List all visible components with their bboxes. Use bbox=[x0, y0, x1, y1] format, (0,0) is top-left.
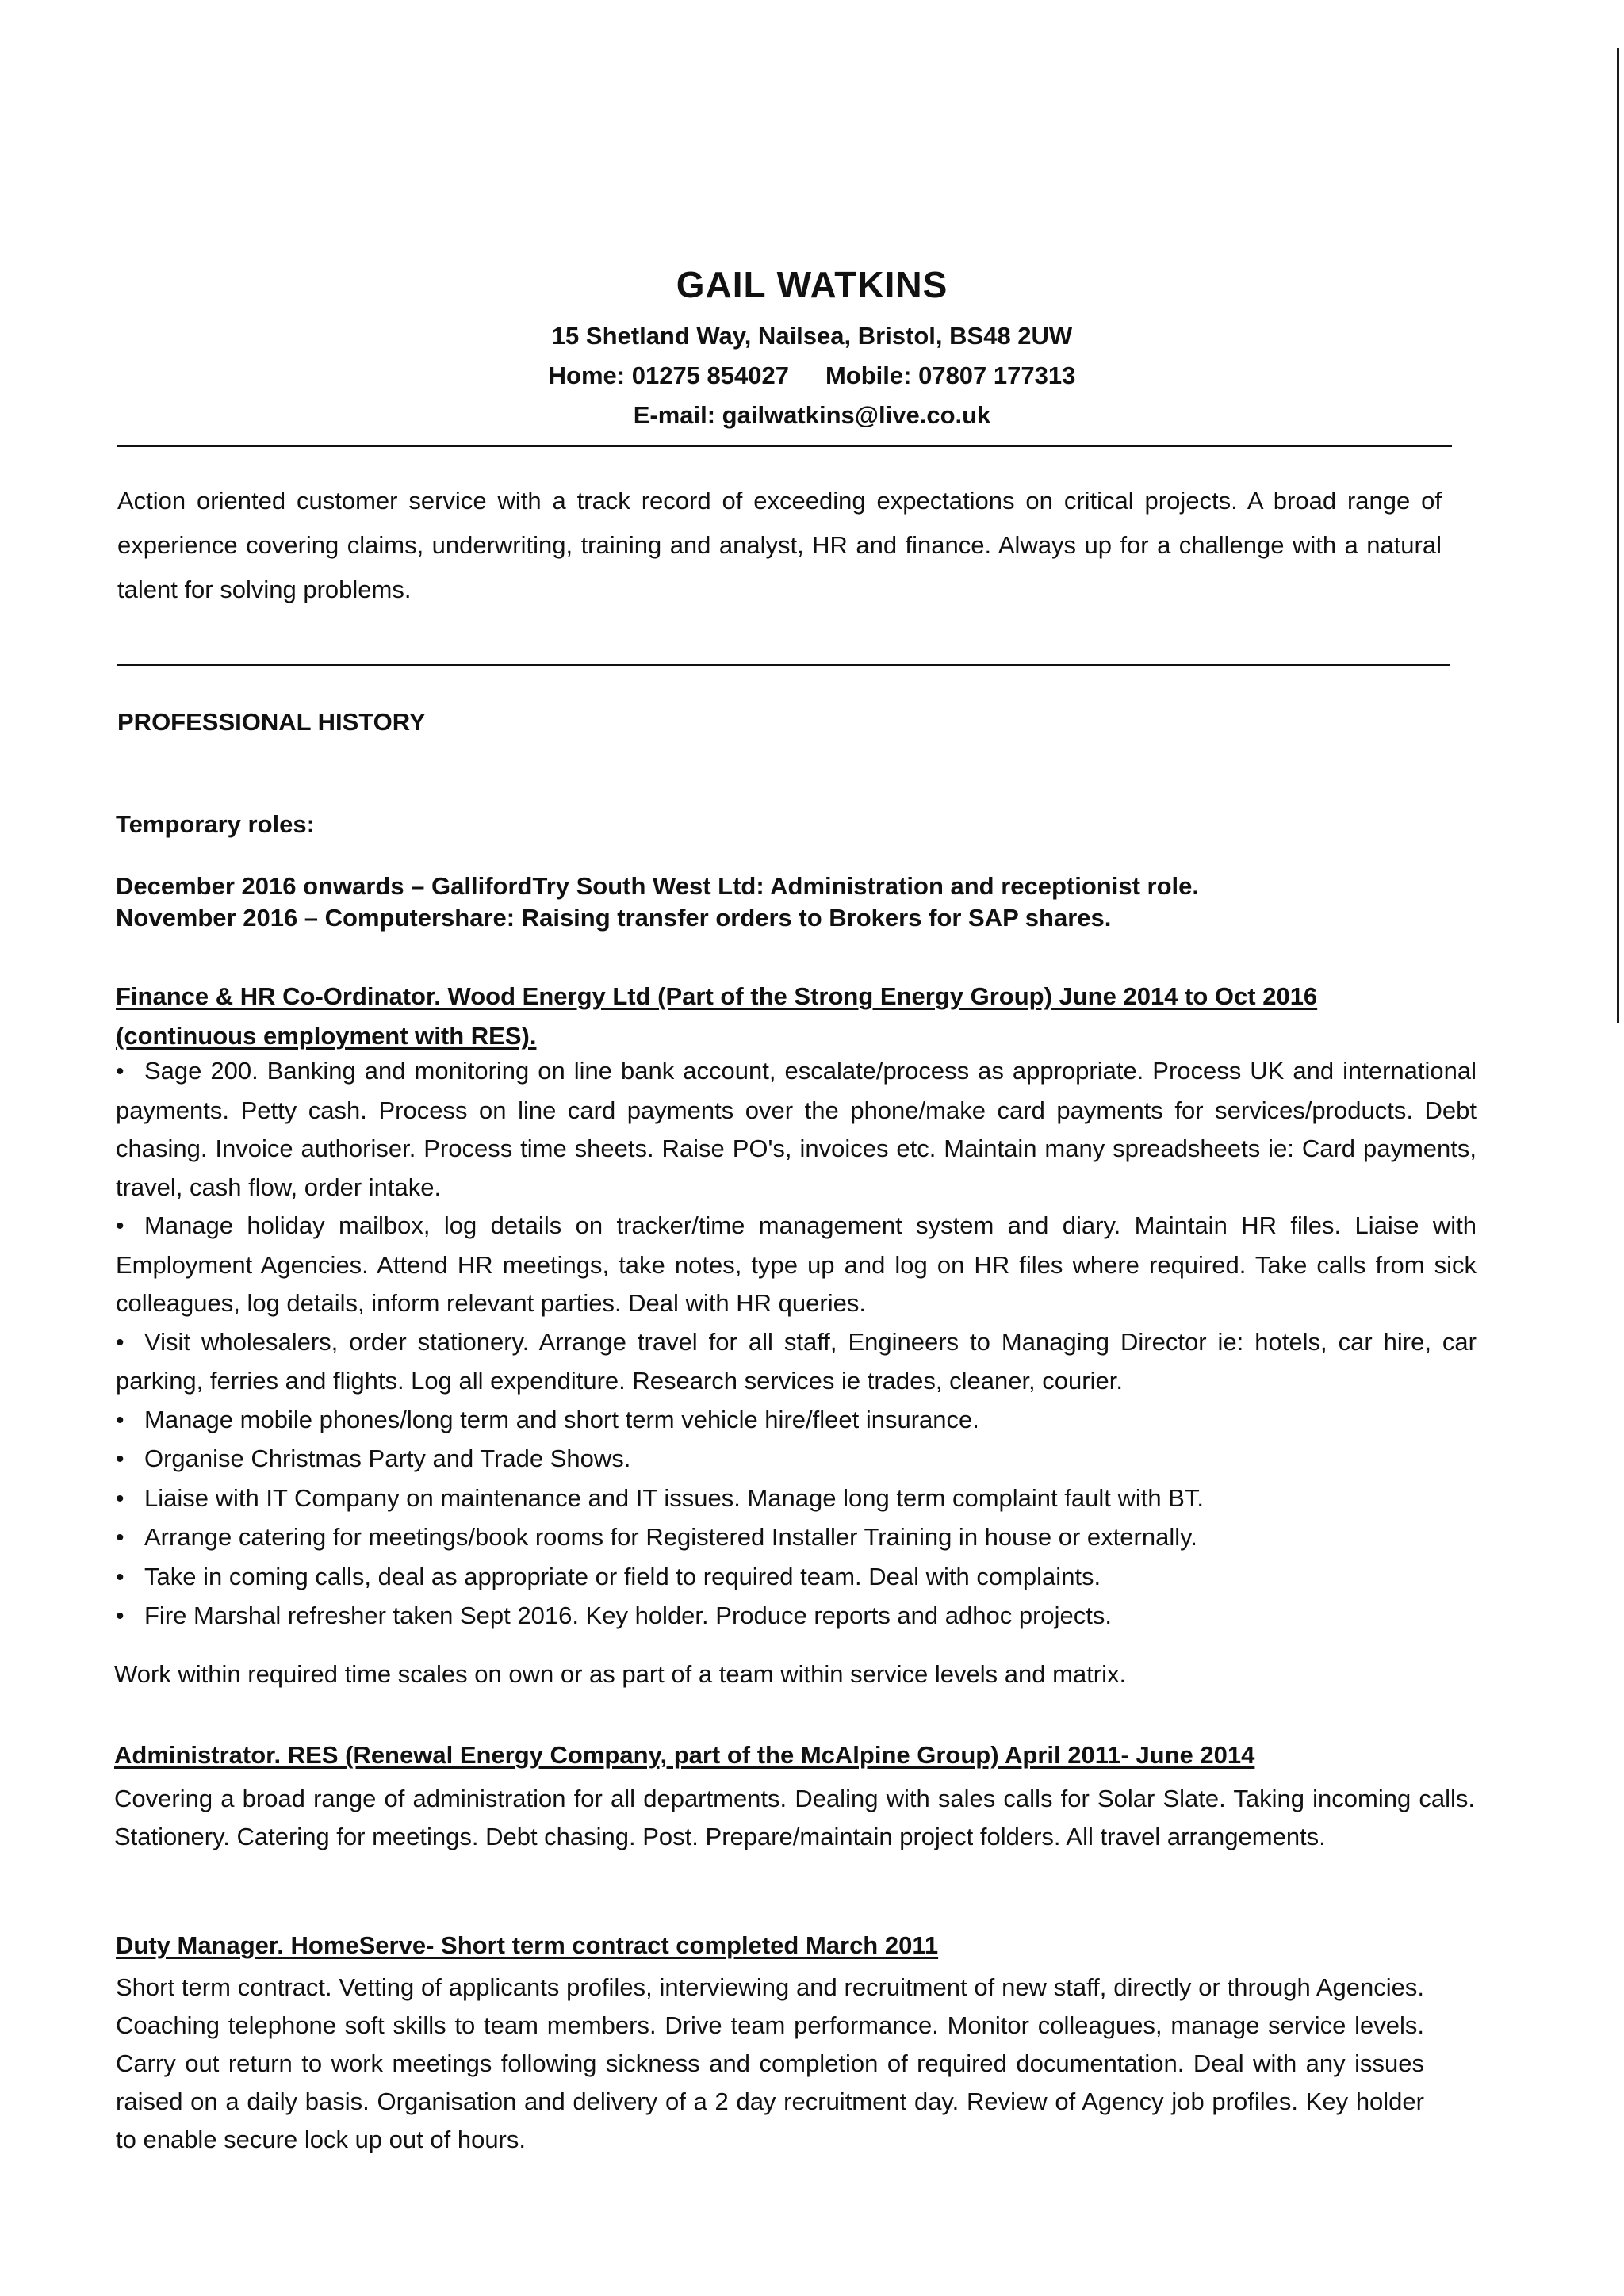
job-title-res: Administrator. RES (Renewal Energy Company, part of the McAlpine Group) April 2011- June 2014 bbox=[114, 1741, 1255, 1769]
temporary-role-item: December 2016 onwards – GallifordTry South West Ltd: Administration and receptionist role. bbox=[116, 872, 1199, 900]
home-phone: Home: 01275 854027 bbox=[548, 362, 789, 389]
job-bullet: • Sage 200. Banking and monitoring on line bank account, escalate/process as appropriate. Process UK and international payments. Petty cash. Process on line card payments over the phone/make card payments for services/products. Debt chasing. Invoice authoriser. Process time sheets. Raise PO's, invoices etc. Maintain many spreadsheets ie: Card payments, travel, cash flow, order intake. bbox=[116, 1052, 1477, 1207]
mobile-phone: Mobile: 07807 177313 bbox=[825, 362, 1076, 389]
temporary-role-item: November 2016 – Computershare: Raising transfer orders to Brokers for SAP shares. bbox=[116, 904, 1112, 932]
job-details-wood-energy bbox=[116, 1052, 1477, 1636]
temporary-roles-heading: Temporary roles: bbox=[116, 810, 315, 838]
job-bullet: • Visit wholesalers, order stationery. Arrange travel for all staff, Engineers to Managing Director ie: hotels, car hire, car parking, ferries and flights. Log all expenditure. Research services ie trades, cleaner, courier. bbox=[116, 1323, 1477, 1401]
header-divider bbox=[117, 445, 1452, 447]
contact-email: E-mail: gailwatkins@live.co.uk bbox=[633, 401, 991, 429]
job-closing-statement: Work within required time scales on own or as part of a team within service levels and matrix. bbox=[114, 1660, 1127, 1688]
job-title-homeserve: Duty Manager. HomeServe- Short term contract completed March 2011 bbox=[116, 1931, 939, 1959]
profile-summary: Action oriented customer service with a track record of exceeding expectations on critical projects. A broad range of experience covering claims, underwriting, training and analyst, HR and finance. Always up for a challenge with a natural talent for solving problems. bbox=[117, 487, 1442, 603]
summary-divider bbox=[117, 664, 1450, 666]
page-edge-line bbox=[1617, 48, 1619, 1023]
candidate-address: 15 Shetland Way, Nailsea, Bristol, BS48 2UW bbox=[551, 322, 1073, 350]
job-details-homeserve: Short term contract. Vetting of applicants profiles, interviewing and recruitment of new staff, directly or through Agencies. Coaching telephone soft skills to team members. Drive team performance. Monitor colleagues, manage service levels. Carry out return to work meetings following sickness and completion of required documentation. Deal with any issues raised on a daily basis. Organisation and delivery of a 2 day recruitment day. Review of Agency job profiles. Key holder to enable secure lock up out of hours. bbox=[116, 1973, 1424, 2153]
job-bullet: • Organise Christmas Party and Trade Shows. bbox=[116, 1440, 1477, 1479]
job-bullet: • Manage holiday mailbox, log details on tracker/time management system and diary. Maintain HR files. Liaise with Employment Agencies. Attend HR meetings, take notes, type up and log on HR files where required. Take calls from sick colleagues, log details, inform relevant parties. Deal with HR queries. bbox=[116, 1207, 1477, 1323]
job-bullet: • Arrange catering for meetings/book rooms for Registered Installer Training in house or externally. bbox=[116, 1518, 1477, 1558]
professional-history-heading: PROFESSIONAL HISTORY bbox=[117, 708, 426, 736]
job-bullet: • Liaise with IT Company on maintenance and IT issues. Manage long term complaint fault with BT. bbox=[116, 1479, 1477, 1519]
job-details-res: Covering a broad range of administration for all departments. Dealing with sales calls for Solar Slate. Taking incoming calls. Stationery. Catering for meetings. Debt chasing. Post. Prepare/maintain project folders. All travel arrangements. bbox=[114, 1785, 1475, 1850]
temporary-roles-list bbox=[116, 871, 1464, 934]
candidate-name: GAIL WATKINS bbox=[676, 264, 948, 305]
job-bullet: • Take in coming calls, deal as appropriate or field to required team. Deal with complaints. bbox=[116, 1558, 1477, 1598]
job-bullet: • Fire Marshal refresher taken Sept 2016. Key holder. Produce reports and adhoc projects. bbox=[116, 1597, 1477, 1636]
contact-phones bbox=[0, 362, 1624, 390]
job-title-wood-energy: Finance & HR Co-Ordinator. Wood Energy Ltd (Part of the Strong Energy Group) June 2014 to Oct 2016 (continuous employment with RES). bbox=[116, 982, 1318, 1050]
job-bullet: • Manage mobile phones/long term and short term vehicle hire/fleet insurance. bbox=[116, 1401, 1477, 1441]
